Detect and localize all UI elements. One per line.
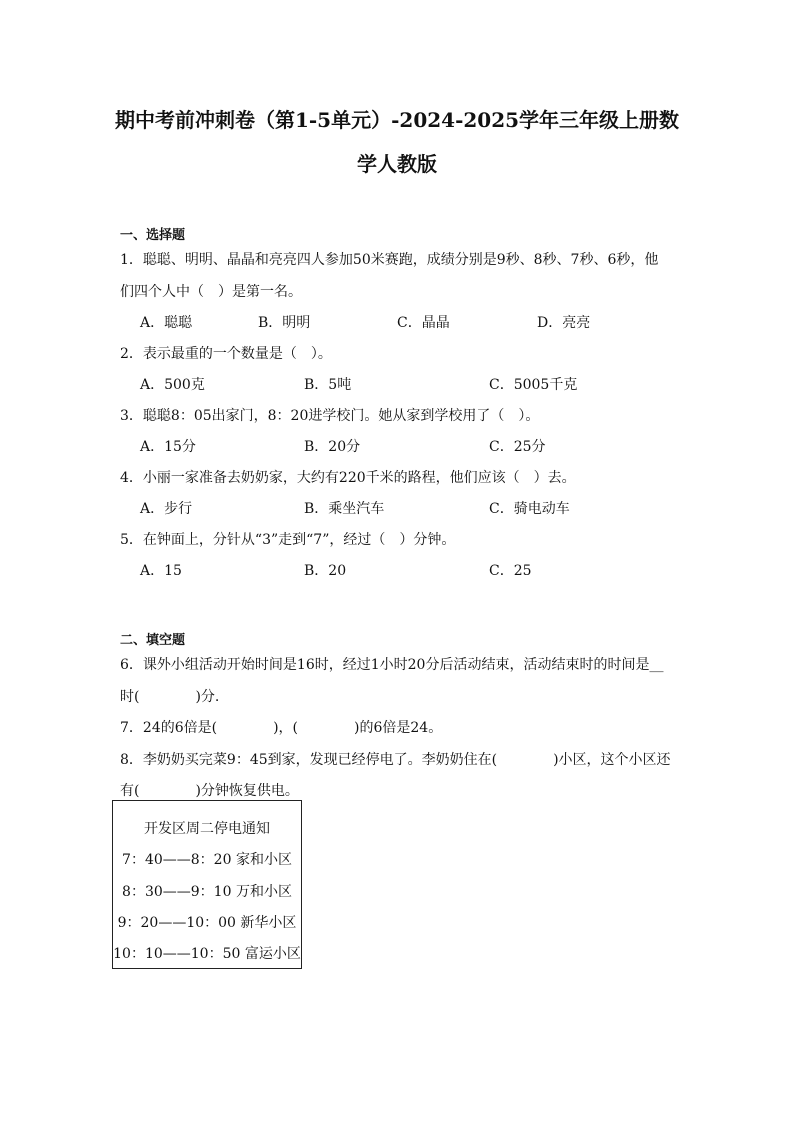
outage-notice-row: 9：20——10：00 新华小区: [117, 915, 297, 931]
question-2-option-c: C．5005千克: [489, 377, 578, 393]
question-5-option-a: A．15: [140, 563, 182, 579]
question-1-option-c: C．晶晶: [397, 315, 450, 331]
section1-heading: 一、选择题: [120, 228, 186, 243]
question-4-line1: 4．小丽一家准备去奶奶家，大约有220千米的路程，他们应该（ ）去。: [120, 470, 576, 486]
question-2-option-a: A．500克: [140, 377, 205, 393]
question-5-line1: 5．在钟面上，分针从“3”走到“7”，经过（ ）分钟。: [120, 532, 456, 548]
question-4-option-a: A．步行: [140, 501, 193, 517]
question-5-option-b: B．20: [304, 563, 347, 579]
question-1-line2: 们四个人中（ ）是第一名。: [120, 284, 302, 300]
outage-notice-title: 开发区周二停电通知: [144, 821, 270, 837]
outage-notice-row: 8：30——9：10 万和小区: [122, 884, 292, 900]
question-3-option-a: A．15分: [140, 439, 196, 455]
question-6-line2: 时( )分.: [120, 689, 220, 705]
section2-heading: 二、填空题: [120, 633, 186, 648]
question-8-line2: 有( )分钟恢复供电。: [120, 783, 299, 799]
question-5-option-c: C．25: [489, 563, 532, 579]
document-title-line2: 学人教版: [357, 152, 437, 176]
question-8-line1: 8．李奶奶买完菜9：45到家，发现已经停电了。李奶奶住在( )小区，这个小区还: [120, 752, 671, 768]
question-6-line1: 6．课外小组活动开始时间是16时，经过1小时20分后活动结束，活动结束时的时间是__: [120, 657, 664, 673]
question-1-line1: 1．聪聪、明明、晶晶和亮亮四人参加50米赛跑，成绩分别是9秒、8秒、7秒、6秒，他: [120, 252, 659, 268]
question-7-line1: 7．24的6倍是( )，( )的6倍是24。: [120, 720, 443, 736]
question-3-option-b: B．20分: [304, 439, 361, 455]
outage-notice-row: 7：40——8：20 家和小区: [122, 852, 292, 868]
question-1-option-b: B．明明: [258, 315, 311, 331]
question-2-line1: 2．表示最重的一个数量是（ ）。: [120, 346, 332, 362]
question-4-option-b: B．乘坐汽车: [304, 501, 385, 517]
question-4-option-c: C．骑电动车: [489, 501, 570, 517]
question-3-option-c: C．25分: [489, 439, 546, 455]
question-1-option-d: D．亮亮: [537, 315, 591, 331]
question-1-option-a: A．聪聪: [140, 315, 193, 331]
question-3-line1: 3．聪聪8：05出家门，8：20进学校门。她从家到学校用了（ ）。: [120, 408, 540, 424]
document-title-line1: 期中考前冲刺卷（第1-5单元）-2024-2025学年三年级上册数: [114, 108, 680, 132]
question-2-option-b: B．5吨: [304, 377, 352, 393]
outage-notice-row: 10：10——10：50 富运小区: [113, 946, 301, 962]
outage-notice-box: [112, 800, 302, 969]
